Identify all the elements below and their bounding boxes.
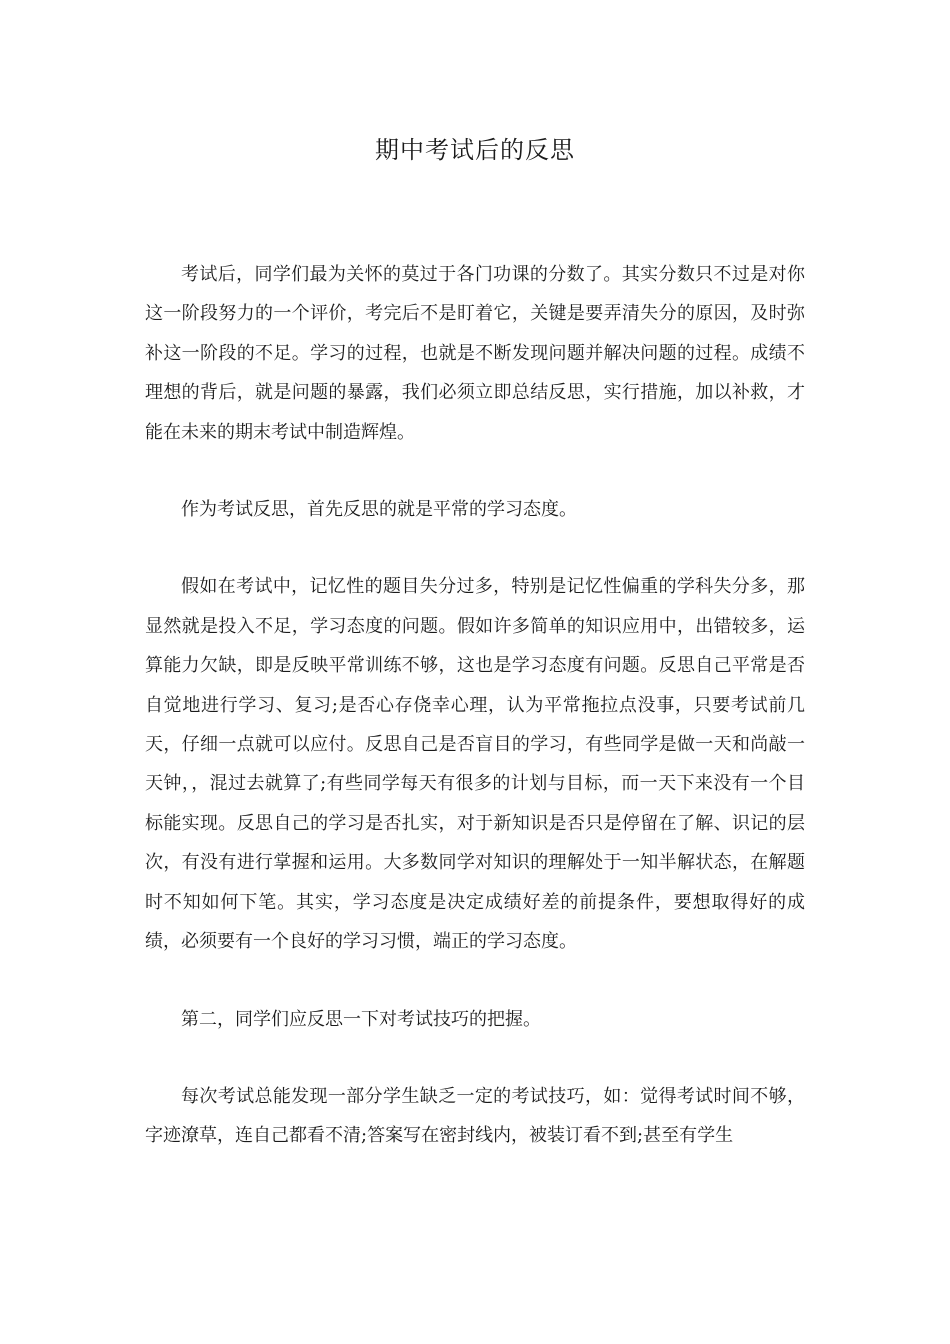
- paragraph: 考试后，同学们最为关怀的莫过于各门功课的分数了。其实分数只不过是对你这一阶段努力的一个评价，考完后不是盯着它，关键是要弄清失分的原因，及时弥补这一阶段的不足。学习的过程，也就是不断发现问题并解决问题的过程。成绩不理想的背后，就是问题的暴露，我们必须立即总结反思，实行措施，加以补救，才能在未来的期末考试中制造辉煌。: [145, 264, 805, 443]
- paragraph: 假如在考试中，记忆性的题目失分过多，特别是记忆性偏重的学科失分多，那显然就是投入不足，学习态度的问题。假如许多简单的知识应用中，出错较多，运算能力欠缺，即是反映平常训练不够，这也是学习态度有问题。反思自己平常是否自觉地进行学习、复习;是否心存侥幸心理，认为平常拖拉点没事，只要考试前几天，仔细一点就可以应付。反思自己是否盲目的学习，有些同学是做一天和尚敲一天钟，，混过去就算了;有些同学每天有很多的计划与目标，而一天下来没有一个目标能实现。反思自己的学习是否扎实，对于新知识是否只是停留在了解、识记的层次，有没有进行掌握和运用。大多数同学对知识的理解处于一知半解状态，在解题时不知如何下笔。其实，学习态度是决定成绩好差的前提条件，要想取得好的成绩，必须要有一个良好的学习习惯，端正的学习态度。: [145, 576, 805, 953]
- document-title: 期中考试后的反思: [375, 136, 575, 164]
- paragraph: 第二，同学们应反思一下对考试技巧的把握。: [181, 1008, 541, 1030]
- paragraph: 作为考试反思，首先反思的就是平常的学习态度。: [181, 499, 577, 521]
- paragraph: 每次考试总能发现一部分学生缺乏一定的考试技巧，如：觉得考试时间不够，字迹潦草，连自己都看不清;答案写在密封线内，被装订看不到;甚至有学生: [145, 1085, 805, 1147]
- document-body: [145, 255, 805, 1194]
